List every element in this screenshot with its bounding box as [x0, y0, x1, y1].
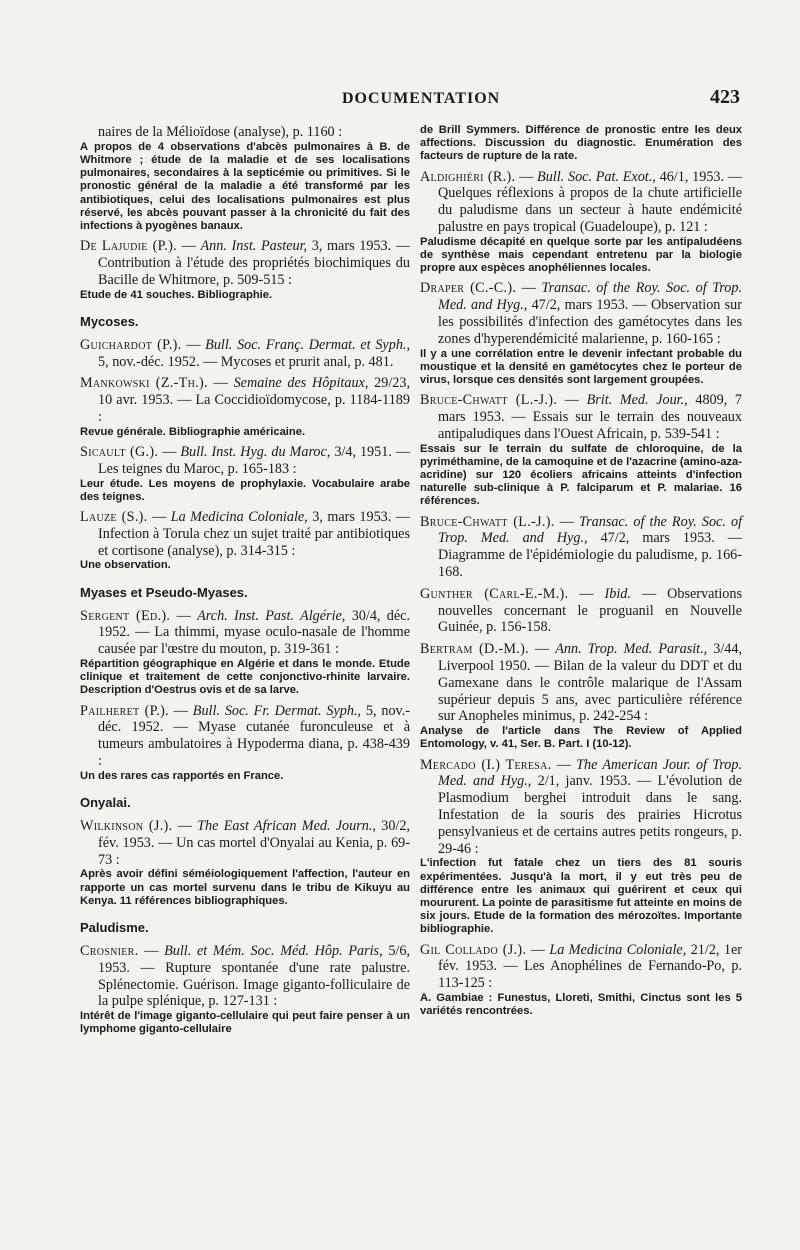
entry-details: 5/6, 1953. — Rupture spontanée d'une rate palustre. Splénectomie. Guérison. Image giganto-folliculaire de la pulpe splénique, p. 127-131 :	[98, 942, 411, 1010]
page-number: 423	[710, 86, 740, 108]
entry-journal: Bull. Soc. Pat. Exot.,	[537, 168, 656, 185]
entry-author: Guichardot (P.).	[80, 336, 182, 353]
entry-author: Bertram (D.-M.).	[420, 641, 530, 658]
entry-abstract: de Brill Symmers. Différence de pronostic entre les deux affections. Discussion du diagnostic. Enumération des facteurs de rupture de la rate.	[420, 124, 742, 163]
entry-details: — Observations nouvelles concernant le proguanil en Nouvelle Guinée, p. 156-158.	[438, 585, 742, 636]
entry-journal: Ann. Inst. Pasteur,	[200, 238, 308, 255]
bibliography-entry	[80, 943, 410, 1037]
entry-citation	[80, 124, 410, 141]
entry-abstract: Il y a une corrélation entre le devenir infectant probable du moustique et la densité en gamétocytes chez le porteur de virus, lorsque ces densités sont largement groupées.	[420, 347, 742, 386]
entry-journal: The East African Med. Journ.,	[197, 817, 376, 834]
entry-details: 3/4, 1951. — Les teignes du Maroc, p. 165-183 :	[98, 444, 411, 477]
entry-details: 46/1, 1953. — Quelques réflexions à propos de la chute artificielle du paludisme dans un secteur à haute endémicité palustre en pays tropical (Guadeloupe), p. 121 :	[438, 168, 742, 235]
bibliography-entry	[420, 641, 742, 751]
entry-journal: Bull. Soc. Fr. Dermat. Syph.,	[192, 702, 362, 719]
entry-abstract: A. Gambiae : Funestus, Lloreti, Smithi, Cinctus sont les 5 variétés rencontrées.	[420, 991, 742, 1018]
entry-citation: Sergent (Ed.). — Arch. Inst. Past. Algérie, 30/4, déc. 1952. — La thimmi, myase oculo-nasale de l'homme causée par l'œstre du mouton, p. 319-361 :	[80, 607, 411, 658]
entry-journal: La Medicina Coloniale,	[170, 509, 308, 525]
entry-author: Sicault (G.).	[80, 444, 159, 460]
entry-details: 21/2, 1er fév. 1953. — Les Anophélines de Fernando-Po, p. 113-125 :	[438, 941, 743, 992]
entry-abstract: Répartition géographique en Algérie et dans le monde. Etude clinique et traitement de cette conjonctivo-rhinite larvaire. Description d'Oestrus ovis et de sa larve.	[80, 657, 410, 697]
entry-journal: Ann. Trop. Med. Parasit.,	[555, 641, 708, 658]
entry-details: 30/4, déc. 1952. — La thimmi, myase oculo-nasale de l'homme causée par l'œstre du mouton, p. 319-361 :	[98, 607, 411, 658]
entry-abstract: L'infection fut fatale chez un tiers des 81 souris expérimentées. Jusqu'à la mort, il y eut très peu de différence entre les animaux qui guérirent et ceux qui moururent. La pointe de parasitisme fut atteinte en moins de six jours. Etude de la formation des mérozoïtes. Importante bibliographie.	[420, 857, 743, 936]
bibliography-entry	[80, 509, 410, 573]
entry-details: 29/23, 10 avr. 1953. — La Coccidioïdomycose, p. 1184-1189 :	[98, 375, 411, 425]
entry-citation: Bruce-Chwatt (L.-J.). — Brit. Med. Jour., 4809, 7 mars 1953. — Essais sur le terrain des nouveaux antipaludiques dans l'Ouest Africain, p. 539-541 :	[420, 392, 742, 442]
entry-citation: Gunther (Carl-E.-M.). — Ibid. — Observations nouvelles concernant le proguanil en Nouvelle Guinée, p. 156-158.	[420, 585, 742, 636]
entry-details: 2/1, janv. 1953. — L'évolution de Plasmodium berghei introduit dans le sang. Infestation de la souris des prairies Hicrotus pensylvanieus et de certains autres petits rongeurs, p. 29-46 :	[438, 773, 742, 857]
running-title: DOCUMENTATION	[342, 90, 501, 107]
bibliography-entry	[80, 124, 410, 233]
entry-journal: Bull. et Mém. Soc. Méd. Hôp. Paris,	[164, 942, 383, 959]
entry-details: 5, nov.-déc. 1952. — Mycoses et prurit anal, p. 481.	[98, 353, 394, 370]
entry-author: Mankowski (Z.-Th.).	[80, 375, 208, 392]
entry-journal: Bull. Soc. Franç. Dermat. et Syph.,	[205, 336, 411, 353]
bibliography-entry	[420, 757, 742, 937]
entry-citation: Mankowski (Z.-Th.). — Semaine des Hôpitaux, 29/23, 10 avr. 1953. — La Coccidioïdomycose, p. 1184-1189 :	[80, 375, 411, 425]
entry-abstract: Essais sur le terrain du sulfate de chloroquine, de la pyriméthamine, de la camoquine et de l'azacrine (amino-aza-acridine) sur 120 écoliers africains atteints d'infection naturelle sub-clinique à P. falciparum et P. malariae. 16 références.	[420, 442, 742, 508]
entry-abstract: Intérêt de l'image giganto-cellulaire qui peut faire penser à un lymphome giganto-cellulaire	[80, 1010, 410, 1036]
entry-abstract: Analyse de l'article dans The Review of Applied Entomology, v. 41, Ser. B. Part. I (10-12).	[420, 725, 742, 751]
entry-details: naires de la Mélioïdose (analyse), p. 1160 :	[98, 124, 343, 140]
entry-details: 30/2, fév. 1953. — Un cas mortel d'Onyalai au Kenia, p. 69-73 :	[98, 817, 411, 868]
entry-citation: Lauze (S.). — La Medicina Coloniale, 3, mars 1953. — Infection à Torula chez un sujet traité par antibiotiques et cortisone (analyse), p. 314-315 :	[80, 509, 410, 559]
bibliography-entry	[80, 608, 410, 698]
entry-author: Bruce-Chwatt (L.-J.).	[420, 392, 558, 409]
bibliography-entry	[420, 586, 742, 636]
entry-journal: La Medicina Coloniale,	[549, 941, 687, 958]
entry-details: 4809, 7 mars 1953. — Essais sur le terrain des nouveaux antipaludiques dans l'Ouest Africain, p. 539-541 :	[438, 392, 742, 442]
bibliography-entry	[420, 942, 742, 1019]
entry-author: Gil Collado (J.).	[420, 941, 527, 958]
entry-details: 3, mars 1953. — Contribution à l'étude des propriétés biochimiques du Bacille de Whitmore, p. 509-515 :	[98, 238, 410, 288]
page-header	[80, 86, 740, 116]
entry-citation: Bruce-Chwatt (L.-J.). — Transac. of the Roy. Soc. of Trop. Med. and Hyg., 47/2, mars 1953. — Diagramme de l'épidémiologie du paludisme, p. 166-168.	[420, 513, 743, 580]
entry-citation: Draper (C.-C.). — Transac. of the Roy. Soc. of Trop. Med. and Hyg., 47/2, mars 1953. — Observation sur les possibilités d'infection des gamétocytes dans les zones d'hyperendémicité malarienne, p. 160-165 :	[420, 280, 743, 347]
entry-abstract: Après avoir défini séméiologiquement l'affection, l'auteur en rapporte un cas mortel survenu dans le tribu de Kikuyu au Kenya. 11 références bibliographiques.	[80, 868, 410, 907]
bibliography-entry	[420, 514, 742, 581]
entry-citation: Guichardot (P.). — Bull. Soc. Franç. Dermat. et Syph., 5, nov.-déc. 1952. — Mycoses et prurit anal, p. 481.	[80, 336, 411, 370]
entry-citation: Gil Collado (J.). — La Medicina Coloniale, 21/2, 1er fév. 1953. — Les Anophélines de Fernando-Po, p. 113-125 :	[420, 941, 743, 992]
left-column	[80, 124, 410, 1042]
bibliography-entry	[80, 444, 410, 504]
entry-citation: Wilkinson (J.). — The East African Med. Journ., 30/2, fév. 1953. — Un cas mortel d'Onyalai au Kenia, p. 69-73 :	[80, 817, 411, 868]
entry-citation: De Lajudie (P.). — Ann. Inst. Pasteur, 3, mars 1953. — Contribution à l'étude des propriétés biochimiques du Bacille de Whitmore, p. 509-515 :	[80, 238, 410, 288]
entry-abstract: Leur étude. Les moyens de prophylaxie. Vocabulaire arabe des teignes.	[80, 477, 410, 503]
entry-citation: Crosnier. — Bull. et Mém. Soc. Méd. Hôp. Paris, 5/6, 1953. — Rupture spontanée d'une rate palustre. Splénectomie. Guérison. Image giganto-folliculaire de la pulpe splénique, p. 127-131 :	[80, 942, 411, 1010]
entry-journal: The American Jour. of Trop. Med. and Hyg.,	[438, 756, 743, 790]
entry-journal: Semaine des Hôpitaux,	[233, 375, 369, 392]
entry-citation: Mercado (I.) Teresa. — The American Jour. of Trop. Med. and Hyg., 2/1, janv. 1953. — L'évolution de Plasmodium berghei introduit dans le sang. Infestation de la souris des prairies Hicrotus pensylvanieus et de certains autres petits rongeurs, p. 29-46 :	[420, 756, 743, 857]
entry-author: Pailheret (P.).	[80, 702, 169, 719]
entry-abstract: Paludisme décapité en quelque sorte par les antipaludéens de synthèse mais cependant entretenu par la biologie propre aux espèces anophéliennes locales.	[420, 235, 742, 275]
entry-journal: Brit. Med. Jour.,	[586, 392, 688, 409]
bibliography-entry	[80, 238, 410, 302]
section-heading: Paludisme.	[80, 919, 149, 935]
bibliography-entry	[420, 392, 742, 508]
entry-details: 47/2, mars 1953. — Observation sur les possibilités d'infection des gamétocytes dans les zones d'hyperendémicité malarienne, p. 160-165 :	[438, 297, 742, 347]
entry-details: 47/2, mars 1953. — Diagramme de l'épidémiologie du paludisme, p. 166-168.	[438, 530, 743, 580]
entry-details: 3, mars 1953. — Infection à Torula chez un sujet traité par antibiotiques et cortisone (analyse), p. 314-315 :	[98, 509, 410, 559]
bibliography-entry	[420, 169, 742, 276]
entry-citation: Bertram (D.-M.). — Ann. Trop. Med. Parasit., 3/44, Liverpool 1950. — Bilan de la valeur du DDT et du Gamexane dans le contrôle malarique de l'Assam supérieur depuis 5 ans, avec particulière référence sur Anopheles minimus, p. 242-254 :	[420, 641, 743, 725]
section-heading: Onyalai.	[80, 794, 131, 810]
bibliography-entry	[80, 703, 410, 783]
entry-details: 3/44, Liverpool 1950. — Bilan de la valeur du DDT et du Gamexane dans le contrôle malarique de l'Assam supérieur depuis 5 ans, avec particulière référence sur Anopheles minimus, p. 242-254 :	[438, 641, 743, 725]
entry-author: Bruce-Chwatt (L.-J.).	[420, 513, 555, 530]
entry-author: De Lajudie (P.).	[80, 238, 177, 255]
entry-journal: Bull. Inst. Hyg. du Maroc,	[180, 444, 331, 460]
entry-journal: Transac. of the Roy. Soc. of Trop. Med. and Hyg.,	[438, 280, 743, 314]
entry-author: Draper (C.-C.).	[420, 280, 517, 297]
entry-abstract: A propos de 4 observations d'abcès pulmonaires à B. de Whitmore ; étude de la maladie et de ses localisations pulmonaires, secondaires à la septicémie ou primitives. Si le pronostic général de la maladie a été transformé par les antibiotiques, celui des localisations pulmonaires est plus réservé, les abcès pouvant passer à la chronicité du fait des infections à pyogènes banaux.	[80, 140, 410, 233]
bibliography-entry	[80, 375, 410, 439]
entry-author: Gunther (Carl-E.-M.).	[420, 585, 569, 602]
bibliography-entry	[80, 337, 410, 371]
bibliography-entry	[420, 124, 742, 164]
entry-citation: Pailheret (P.). — Bull. Soc. Fr. Dermat. Syph., 5, nov.-déc. 1952. — Myase cutanée furonculeuse et à tumeurs ambulatoires à Hypoderma diana, p. 438-439 :	[80, 702, 410, 769]
entry-journal: Arch. Inst. Past. Algérie,	[197, 607, 346, 624]
right-column	[420, 124, 742, 1023]
entry-abstract: Un des rares cas rapportés en France.	[80, 769, 284, 782]
entry-author: Aldighiéri (R.).	[420, 168, 516, 185]
entry-abstract: Revue générale. Bibliographie américaine.	[80, 425, 306, 438]
section-heading: Myases et Pseudo-Myases.	[80, 584, 248, 600]
bibliography-entry	[420, 280, 742, 387]
entry-abstract: Etude de 41 souches. Bibliographie.	[80, 288, 273, 301]
bibliography-entry	[80, 818, 410, 908]
entry-citation: Aldighiéri (R.). — Bull. Soc. Pat. Exot., 46/1, 1953. — Quelques réflexions à propos de la chute artificielle du paludisme dans un secteur à haute endémicité palustre en pays tropical (Guadeloupe), p. 121 :	[420, 168, 742, 235]
entry-author: Wilkinson (J.).	[80, 817, 173, 834]
entry-author: Mercado (I.) Teresa.	[420, 756, 552, 773]
entry-details: 5, nov.-déc. 1952. — Myase cutanée furonculeuse et à tumeurs ambulatoires à Hypoderma diana, p. 438-439 :	[98, 702, 410, 769]
entry-citation: Sicault (G.). — Bull. Inst. Hyg. du Maroc, 3/4, 1951. — Les teignes du Maroc, p. 165-183 :	[80, 444, 411, 477]
section-heading: Mycoses.	[80, 313, 139, 329]
entry-author: Crosnier.	[80, 942, 139, 959]
entry-author: Lauze (S.).	[80, 509, 148, 525]
entry-author: Sergent (Ed.).	[80, 607, 171, 624]
entry-journal: Ibid.	[604, 585, 631, 602]
entry-abstract: Une observation.	[80, 559, 171, 572]
entry-journal: Transac. of the Roy. Soc. of Trop. Med. and Hyg.,	[438, 513, 743, 547]
